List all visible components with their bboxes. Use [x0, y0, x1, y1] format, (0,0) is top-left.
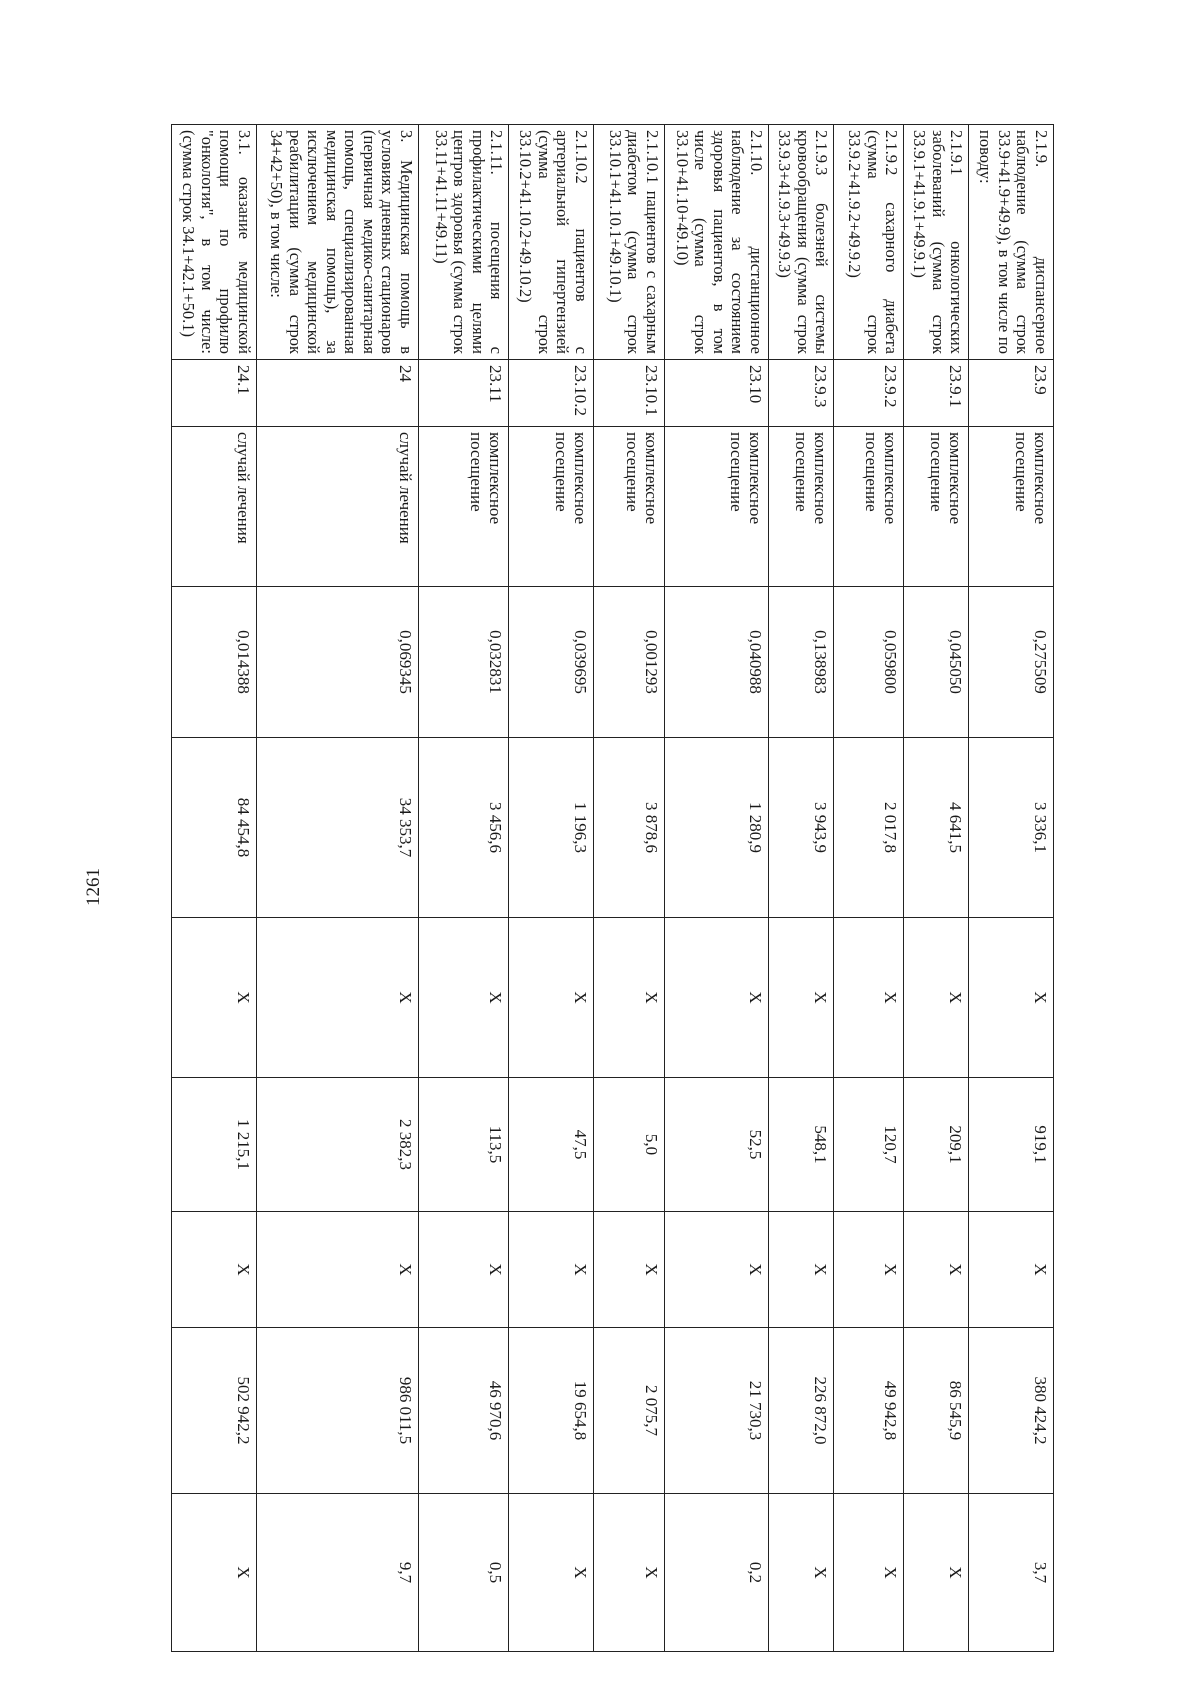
row-volume-norm: 0,001293	[593, 587, 664, 738]
row-col6: X	[665, 918, 769, 1078]
row-unit: комплексное посещение	[665, 427, 769, 587]
table-body	[172, 125, 1054, 1652]
row-col10: X	[904, 1494, 969, 1652]
row-description: 3. Медицинская помощь в условиях дневных стационаров (первичная медико-санитарная помощь, специализированная медицинская помощь), за исключением медицинской реабилитации (сумма строк 34+42+50), в том числе:	[256, 125, 418, 360]
row-description: 2.1.10.2 пациентов с артериальной гипертензией (сумма строк 33.10.2+41.10.2+49.10.2)	[509, 125, 594, 360]
row-col10: X	[834, 1494, 904, 1652]
row-col6: X	[509, 918, 594, 1078]
table-row	[593, 125, 664, 1652]
row-unit: комплексное посещение	[593, 427, 664, 587]
row-col9: 502 942,2	[172, 1328, 257, 1494]
row-description: 2.1.10. дистанционное наблюдение за состоянием здоровья пациентов, в том числе (сумма строк 33.10+41.10+49.10)	[665, 125, 769, 360]
row-col8: X	[768, 1212, 833, 1328]
row-unit: комплексное посещение	[969, 427, 1054, 587]
row-col7: 113,5	[418, 1078, 509, 1212]
table-row	[768, 125, 833, 1652]
row-description: 2.1.9.3 болезней системы кровообращения (сумма строк 33.9.3+41.9.3+49.9.3)	[768, 125, 833, 360]
row-description: 2.1.9.2 сахарного диабета (сумма строк 33.9.2+41.9.2+49.9.2)	[834, 125, 904, 360]
row-unit-cost: 4 641,5	[904, 738, 969, 918]
row-code: 23.10.2	[509, 360, 594, 427]
row-code: 23.11	[418, 360, 509, 427]
row-volume-norm: 0,069345	[256, 587, 418, 738]
row-col6: X	[904, 918, 969, 1078]
row-description: 2.1.11. посещения с профилактическими целями центров здоровья (сумма строк 33.11+41.11+49.11)	[418, 125, 509, 360]
table-row	[418, 125, 509, 1652]
row-volume-norm: 0,040988	[665, 587, 769, 738]
row-col6: X	[418, 918, 509, 1078]
row-col6: X	[172, 918, 257, 1078]
row-unit: комплексное посещение	[834, 427, 904, 587]
row-description: 2.1.10.1 пациентов с сахарным диабетом (сумма строк 33.10.1+41.10.1+49.10.1)	[593, 125, 664, 360]
row-col7: 548,1	[768, 1078, 833, 1212]
row-col9: 226 872,0	[768, 1328, 833, 1494]
table-row	[172, 125, 257, 1652]
row-col9: 380 424,2	[969, 1328, 1054, 1494]
row-col10: 0,5	[418, 1494, 509, 1652]
row-unit: случай лечения	[256, 427, 418, 587]
row-col6: X	[256, 918, 418, 1078]
table-row	[834, 125, 904, 1652]
row-col8: X	[256, 1212, 418, 1328]
row-unit-cost: 34 353,7	[256, 738, 418, 918]
row-col6: X	[768, 918, 833, 1078]
row-unit-cost: 3 878,6	[593, 738, 664, 918]
page-number: 1261	[83, 868, 104, 906]
row-col6: X	[593, 918, 664, 1078]
row-col8: X	[904, 1212, 969, 1328]
row-col10: X	[768, 1494, 833, 1652]
row-col8: X	[509, 1212, 594, 1328]
row-col10: 0,2	[665, 1494, 769, 1652]
row-code: 23.10	[665, 360, 769, 427]
row-col7: 5,0	[593, 1078, 664, 1212]
row-col8: X	[593, 1212, 664, 1328]
row-col8: X	[418, 1212, 509, 1328]
row-col9: 2 075,7	[593, 1328, 664, 1494]
row-col9: 21 730,3	[665, 1328, 769, 1494]
row-col7: 120,7	[834, 1078, 904, 1212]
row-col7: 919,1	[969, 1078, 1054, 1212]
row-code: 23.9.3	[768, 360, 833, 427]
row-col7: 2 382,3	[256, 1078, 418, 1212]
row-col7: 209,1	[904, 1078, 969, 1212]
row-col10: X	[172, 1494, 257, 1652]
row-code: 23.10.1	[593, 360, 664, 427]
table-row	[904, 125, 969, 1652]
row-col10: 3,7	[969, 1494, 1054, 1652]
table-row	[256, 125, 418, 1652]
row-col9: 46 970,6	[418, 1328, 509, 1494]
row-col8: X	[665, 1212, 769, 1328]
row-volume-norm: 0,039695	[509, 587, 594, 738]
row-volume-norm: 0,059800	[834, 587, 904, 738]
row-col10: X	[509, 1494, 594, 1652]
page-number-wrap	[64, 868, 124, 906]
row-unit: комплексное посещение	[509, 427, 594, 587]
row-code: 24	[256, 360, 418, 427]
table-row	[509, 125, 594, 1652]
row-col7: 47,5	[509, 1078, 594, 1212]
row-col7: 52,5	[665, 1078, 769, 1212]
row-unit: комплексное посещение	[768, 427, 833, 587]
row-volume-norm: 0,275509	[969, 587, 1054, 738]
row-unit-cost: 1 280,9	[665, 738, 769, 918]
row-col9: 19 654,8	[509, 1328, 594, 1494]
row-col8: X	[172, 1212, 257, 1328]
row-col10: 9,7	[256, 1494, 418, 1652]
row-unit-cost: 3 336,1	[969, 738, 1054, 918]
row-col6: X	[834, 918, 904, 1078]
row-volume-norm: 0,032831	[418, 587, 509, 738]
table-row	[969, 125, 1054, 1652]
row-code: 23.9.1	[904, 360, 969, 427]
row-unit-cost: 3 456,6	[418, 738, 509, 918]
row-code: 23.9	[969, 360, 1054, 427]
row-col6: X	[969, 918, 1054, 1078]
row-code: 24.1	[172, 360, 257, 427]
row-col7: 1 215,1	[172, 1078, 257, 1212]
row-description: 2.1.9. диспансерное наблюдение (сумма строк 33.9+41.9+49.9), в том числе по поводу:	[969, 125, 1054, 360]
row-col9: 49 942,8	[834, 1328, 904, 1494]
row-col9: 86 545,9	[904, 1328, 969, 1494]
row-unit: комплексное посещение	[904, 427, 969, 587]
row-code: 23.9.2	[834, 360, 904, 427]
financing-table	[171, 124, 1054, 1652]
row-unit-cost: 84 454,8	[172, 738, 257, 918]
row-col8: X	[834, 1212, 904, 1328]
row-volume-norm: 0,045050	[904, 587, 969, 738]
row-col8: X	[969, 1212, 1054, 1328]
row-col9: 986 011,5	[256, 1328, 418, 1494]
row-unit-cost: 3 943,9	[768, 738, 833, 918]
row-volume-norm: 0,138983	[768, 587, 833, 738]
row-description: 2.1.9.1 онкологических заболеваний (сумма строк 33.9.1+41.9.1+49.9.1)	[904, 125, 969, 360]
row-unit: комплексное посещение	[418, 427, 509, 587]
row-col10: X	[593, 1494, 664, 1652]
table-row	[665, 125, 769, 1652]
row-unit: случай лечения	[172, 427, 257, 587]
row-unit-cost: 1 196,3	[509, 738, 594, 918]
row-volume-norm: 0,014388	[172, 587, 257, 738]
row-description: 3.1. оказание медицинской помощи по профилю "онкология", в том числе: (сумма строк 34.1+42.1+50.1)	[172, 125, 257, 360]
row-unit-cost: 2 017,8	[834, 738, 904, 918]
